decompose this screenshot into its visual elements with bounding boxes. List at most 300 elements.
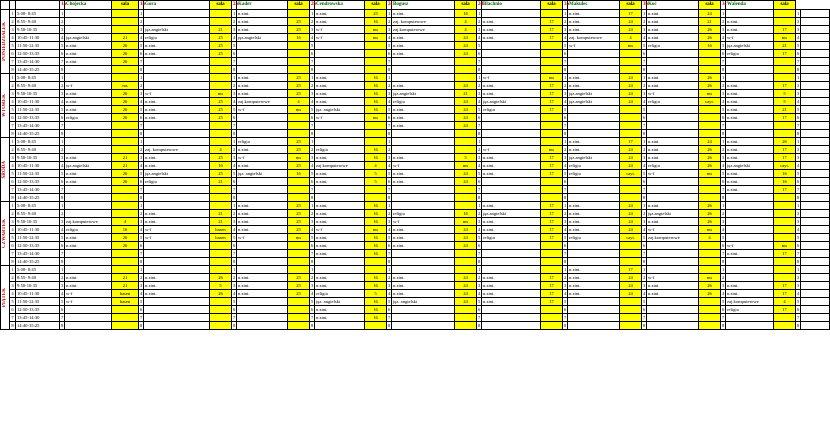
lesson-index: 4 — [233, 163, 236, 168]
room: 16 — [288, 34, 310, 42]
subject: n.zint. — [392, 274, 455, 282]
lesson-index: 7 — [388, 187, 391, 192]
lesson-row — [1, 162, 830, 170]
room: 26 — [210, 290, 232, 298]
room: 21 — [210, 178, 232, 186]
room — [620, 322, 642, 330]
room — [210, 258, 232, 266]
subject: n.zint. — [482, 82, 541, 90]
room: ms — [620, 42, 642, 50]
lesson-index: 5 — [643, 235, 646, 240]
subject — [392, 202, 455, 210]
subject: n.zint. — [392, 178, 455, 186]
subject — [801, 266, 830, 274]
lesson-index: 1 — [564, 11, 567, 16]
lesson-number: 5 — [11, 235, 14, 240]
lesson-index: 6 — [797, 115, 800, 120]
subject: w-f — [237, 234, 288, 242]
subject: n.zint. — [392, 234, 455, 242]
room: 21 — [699, 18, 721, 26]
room: 17 — [774, 250, 796, 258]
lesson-index: 2 — [61, 275, 64, 280]
room — [774, 314, 796, 322]
lesson-index: 1 — [478, 75, 481, 80]
subject — [392, 66, 455, 74]
subject: n.zint. — [568, 10, 620, 18]
lesson-index: 7 — [722, 187, 725, 192]
lesson-index: 6 — [61, 179, 64, 184]
room: 17 — [541, 282, 563, 290]
subject: n.zint. — [315, 314, 365, 322]
lesson-index: 5 — [564, 299, 567, 304]
subject: n.zint. — [315, 306, 365, 314]
lesson-index: 1 — [140, 11, 143, 16]
subject: n.zint. — [315, 202, 365, 210]
lesson-index: 2 — [140, 147, 143, 152]
room — [112, 186, 139, 194]
room: 25 — [288, 138, 310, 146]
room — [288, 186, 310, 194]
subject — [65, 66, 112, 74]
lesson-index: 6 — [478, 179, 481, 184]
lesson-row — [1, 258, 830, 266]
lesson-index: 1 — [140, 267, 143, 272]
subject: religia — [568, 234, 620, 242]
lesson-index: 3 — [643, 283, 646, 288]
lesson-number: 1 — [11, 203, 14, 208]
lesson-time: 5:00- 8:45 — [16, 10, 60, 18]
subject: n.zint. — [392, 34, 455, 42]
subject: n.zint. — [568, 290, 620, 298]
subject — [315, 130, 365, 138]
lesson-index: 2 — [61, 147, 64, 152]
subject — [482, 50, 541, 58]
lesson-index: 7 — [140, 187, 143, 192]
subject: n.zint. — [315, 18, 365, 26]
room — [288, 66, 310, 74]
room — [288, 314, 310, 322]
subject — [237, 266, 288, 274]
lesson-index: 1 — [478, 139, 481, 144]
room — [541, 10, 563, 18]
lesson-index: 4 — [388, 163, 391, 168]
subject: n.zint. — [315, 210, 365, 218]
subject — [65, 146, 112, 154]
room: 16 — [365, 18, 387, 26]
subject: religia — [482, 234, 541, 242]
room — [620, 306, 642, 314]
lesson-index: 5 — [722, 43, 725, 48]
lesson-index: 2 — [311, 83, 314, 88]
lesson-time: 10:45-11:30 — [16, 226, 60, 234]
lesson-index: 7 — [311, 123, 314, 128]
lesson-time: 13:45-14:30 — [16, 314, 60, 322]
subject: jęz.angielski — [144, 26, 210, 34]
subject — [482, 130, 541, 138]
header-row — [1, 1, 830, 10]
subject — [144, 194, 210, 202]
subject: w-f — [65, 82, 112, 90]
subject — [801, 314, 830, 322]
subject: n.zint. — [392, 50, 455, 58]
lesson-index: 7 — [61, 187, 64, 192]
subject — [726, 194, 774, 202]
subject: n.zint. — [726, 170, 774, 178]
lesson-index: 2 — [311, 275, 314, 280]
room — [112, 258, 139, 266]
subject: n.zint. — [647, 10, 699, 18]
lesson-row — [1, 186, 830, 194]
subject: n.zint. — [482, 290, 541, 298]
lesson-time: 13:45-14:30 — [16, 186, 60, 194]
room: 26 — [112, 42, 139, 50]
lesson-number: 4 — [11, 35, 14, 40]
lesson-index: 3 — [140, 219, 143, 224]
subject — [801, 114, 830, 122]
room — [210, 242, 232, 250]
subject: w-f — [315, 34, 365, 42]
lesson-index: 3 — [388, 283, 391, 288]
lesson-index: 1 — [61, 139, 64, 144]
room — [210, 130, 232, 138]
lesson-index: 2 — [797, 211, 800, 216]
room — [210, 306, 232, 314]
subject: religia — [647, 42, 699, 50]
lesson-number: 3 — [11, 219, 14, 224]
subject: jęz. angielski — [315, 298, 365, 306]
lesson-index: 4 — [311, 291, 314, 296]
subject — [568, 130, 620, 138]
lesson-index: 6 — [722, 307, 725, 312]
subject — [647, 250, 699, 258]
room: 16 — [365, 90, 387, 98]
room: 24 — [620, 74, 642, 82]
lesson-time: 9:50-10:35 — [16, 282, 60, 290]
lesson-index: 4 — [643, 99, 646, 104]
subject — [237, 298, 288, 306]
room — [210, 122, 232, 130]
subject — [482, 138, 541, 146]
subject — [568, 194, 620, 202]
room — [774, 58, 796, 66]
room — [288, 258, 310, 266]
subject: n.zint. — [144, 282, 210, 290]
subject — [144, 122, 210, 130]
lesson-index: 8 — [140, 259, 143, 264]
lesson-index: 3 — [564, 219, 567, 224]
room — [699, 194, 721, 202]
room — [774, 122, 796, 130]
subject — [144, 10, 210, 18]
subject: w-f — [647, 90, 699, 98]
lesson-index: 4 — [478, 227, 481, 232]
subject — [801, 26, 830, 34]
subject: n.zint. — [568, 218, 620, 226]
lesson-index: 3 — [797, 219, 800, 224]
subject — [726, 10, 774, 18]
lesson-index: 4 — [564, 291, 567, 296]
lesson-index: 8 — [388, 195, 391, 200]
room: ms — [699, 90, 721, 98]
subject — [647, 242, 699, 250]
lesson-index: 8 — [140, 323, 143, 328]
subject — [144, 266, 210, 274]
lesson-index: 2 — [388, 211, 391, 216]
lesson-row — [1, 122, 830, 130]
lesson-index: 6 — [311, 243, 314, 248]
lesson-number: 1 — [11, 267, 14, 272]
lesson-index: 8 — [61, 323, 64, 328]
subject — [315, 50, 365, 58]
subject: jęz.angielski — [482, 210, 541, 218]
lesson-index: 4 — [643, 163, 646, 168]
subject: n.zint. — [482, 226, 541, 234]
room — [620, 314, 642, 322]
lesson-index: 8 — [797, 323, 800, 328]
corner-cell — [1, 1, 10, 10]
room: 25 — [288, 26, 310, 34]
room — [112, 250, 139, 258]
room: 16 — [365, 98, 387, 106]
lesson-index: 7 — [233, 123, 236, 128]
room — [620, 194, 642, 202]
day-label — [1, 138, 10, 202]
subject: n.zint. — [315, 274, 365, 282]
room: 24 — [620, 282, 642, 290]
room — [455, 194, 477, 202]
lesson-index: 8 — [311, 131, 314, 136]
lesson-index: 5 — [797, 171, 800, 176]
room: 17 — [774, 290, 796, 298]
lesson-index: 6 — [564, 243, 567, 248]
room — [455, 138, 477, 146]
subject: n.zint. — [482, 218, 541, 226]
lesson-index: 7 — [564, 59, 567, 64]
lesson-number: 5 — [11, 171, 14, 176]
subject: n.zint. — [647, 74, 699, 82]
subject — [647, 50, 699, 58]
lesson-index: 8 — [722, 131, 725, 136]
lesson-index: 6 — [388, 243, 391, 248]
subject — [315, 266, 365, 274]
lesson-index: 1 — [643, 267, 646, 272]
room — [541, 250, 563, 258]
subject: n.zint. — [392, 106, 455, 114]
lesson-index: 4 — [564, 99, 567, 104]
room: 17 — [541, 90, 563, 98]
lesson-index: 4 — [478, 99, 481, 104]
lesson-index: 3 — [722, 27, 725, 32]
room — [774, 194, 796, 202]
lesson-time: 9:50-10:35 — [16, 90, 60, 98]
subject: religia — [647, 98, 699, 106]
subject — [237, 42, 288, 50]
lesson-index: 7 — [722, 59, 725, 64]
subject: n.zint. — [726, 106, 774, 114]
subject: n.zint. — [315, 10, 365, 18]
lesson-index: 6 — [140, 51, 143, 56]
lesson-index: 3 — [140, 27, 143, 32]
room: ms — [541, 146, 563, 154]
lesson-number: 8 — [11, 131, 14, 136]
room: 21 — [210, 218, 232, 226]
subject: jęz.angielski — [65, 162, 112, 170]
room — [455, 202, 477, 210]
room — [455, 250, 477, 258]
room: 25 — [288, 90, 310, 98]
subject: zaj. komputerowe — [568, 34, 620, 42]
subject: n.zint. — [726, 138, 774, 146]
subject: n.zint. — [568, 26, 620, 34]
subject — [801, 218, 830, 226]
room: 16 — [365, 298, 387, 306]
room: 24 — [620, 90, 642, 98]
lesson-index: 5 — [140, 299, 143, 304]
subject — [482, 122, 541, 130]
lesson-index: 2 — [564, 211, 567, 216]
room: 16 — [365, 146, 387, 154]
lesson-index: 1 — [478, 203, 481, 208]
lesson-index: 2 — [311, 211, 314, 216]
room: 16 — [288, 170, 310, 178]
subject: w-f — [65, 298, 112, 306]
subject — [65, 202, 112, 210]
lesson-row — [1, 34, 830, 42]
room: 24 — [620, 162, 642, 170]
lesson-index: 8 — [233, 195, 236, 200]
room — [541, 122, 563, 130]
lesson-index: 4 — [311, 35, 314, 40]
subject — [801, 290, 830, 298]
lesson-index: 5 — [722, 171, 725, 176]
subject — [726, 74, 774, 82]
room — [699, 250, 721, 258]
subject: n.zint. — [65, 282, 112, 290]
lesson-index: 7 — [233, 187, 236, 192]
lesson-time: 5:00- 8:45 — [16, 266, 60, 274]
lesson-index: 4 — [140, 163, 143, 168]
lesson-row — [1, 50, 830, 58]
lesson-index: 7 — [233, 315, 236, 320]
subject: w-f — [726, 34, 774, 42]
lesson-time: 11:50-12:35 — [16, 234, 60, 242]
room — [210, 250, 232, 258]
subject: n.zint. — [237, 282, 288, 290]
lesson-index: 6 — [233, 179, 236, 184]
subject — [726, 226, 774, 234]
subject: zaj.komputerowe — [726, 298, 774, 306]
room — [774, 258, 796, 266]
lesson-index: 7 — [140, 59, 143, 64]
subject — [726, 322, 774, 330]
room: 5 — [774, 90, 796, 98]
lesson-index: 5 — [140, 43, 143, 48]
subject — [801, 170, 830, 178]
subject: n.zint. — [65, 274, 112, 282]
subject: w-f — [315, 26, 365, 34]
room — [365, 266, 387, 274]
room: 4 — [774, 298, 796, 306]
room — [699, 58, 721, 66]
subject: n.zint. — [315, 98, 365, 106]
room: 17 — [774, 50, 796, 58]
room: 17 — [541, 274, 563, 282]
lesson-index: 4 — [61, 227, 64, 232]
subject — [237, 314, 288, 322]
room — [288, 114, 310, 122]
subject: n.zint. — [647, 26, 699, 34]
subject — [726, 234, 774, 242]
lesson-number: 4 — [11, 227, 14, 232]
subject: n.zint. — [65, 50, 112, 58]
sala-header: sala — [620, 1, 642, 10]
lesson-time: 8:55- 9:40 — [16, 274, 60, 282]
lesson-time: 5:00- 8:45 — [16, 138, 60, 146]
lesson-index: 5 — [643, 171, 646, 176]
room: 25 — [210, 50, 232, 58]
room: ms — [365, 226, 387, 234]
subject — [392, 58, 455, 66]
lesson-index: 6 — [643, 307, 646, 312]
lesson-index: 3 — [564, 283, 567, 288]
subject — [801, 18, 830, 26]
lesson-index: 3 — [797, 155, 800, 160]
subject — [237, 194, 288, 202]
subject: n.zint. — [237, 10, 288, 18]
lesson-index: 8 — [564, 131, 567, 136]
room: 24 — [455, 282, 477, 290]
lesson-index: 5 — [233, 107, 236, 112]
subject: jęz.angielski — [237, 34, 288, 42]
lesson-time: 14:40-15:25 — [16, 322, 60, 330]
lesson-row — [1, 90, 830, 98]
lesson-number: 2 — [11, 147, 14, 152]
lesson-index: 4 — [388, 227, 391, 232]
lesson-index: 5 — [233, 235, 236, 240]
room: basen — [210, 234, 232, 242]
lesson-number: 2 — [11, 275, 14, 280]
subject: n.zint. — [315, 74, 365, 82]
subject — [482, 250, 541, 258]
subject: n.zint. — [392, 170, 455, 178]
room — [774, 218, 796, 226]
room: ms — [455, 162, 477, 170]
room: 25 — [288, 162, 310, 170]
lesson-row — [1, 234, 830, 242]
lesson-time: 9:50-10:35 — [16, 218, 60, 226]
lesson-row — [1, 106, 830, 114]
lesson-index: 6 — [140, 115, 143, 120]
subject: religia — [568, 162, 620, 170]
subject — [482, 186, 541, 194]
lesson-index: 1 — [61, 203, 64, 208]
subject — [482, 314, 541, 322]
day-name: WTOREK — [2, 94, 7, 117]
lesson-row — [1, 282, 830, 290]
room — [455, 266, 477, 274]
lesson-index: 8 — [233, 259, 236, 264]
subject — [568, 306, 620, 314]
lesson-index: 3 — [311, 91, 314, 96]
teacher-name: Walenda — [726, 1, 774, 10]
subject: n.zint. — [315, 250, 365, 258]
lesson-number: 1 — [11, 139, 14, 144]
lesson-index: 7 — [61, 315, 64, 320]
lesson-index: 4 — [233, 227, 236, 232]
subject — [392, 322, 455, 330]
room: 16 — [365, 314, 387, 322]
lesson-row — [1, 26, 830, 34]
